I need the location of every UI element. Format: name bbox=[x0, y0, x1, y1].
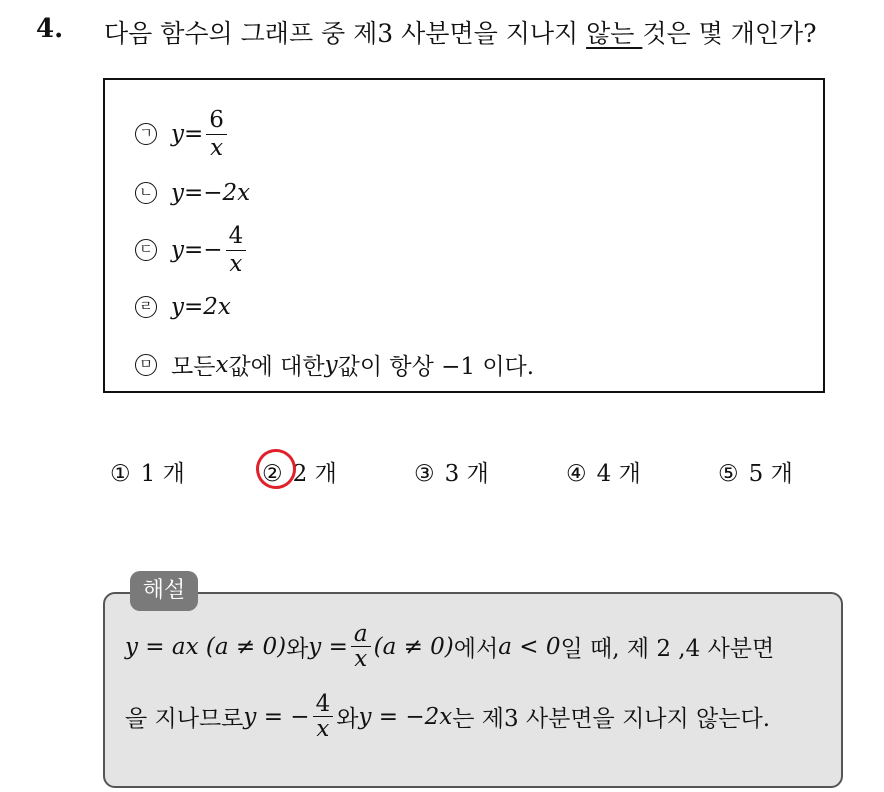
fraction-numerator: 6 bbox=[206, 106, 227, 135]
choice-text: 3 개 bbox=[444, 461, 489, 487]
solution-math: y = bbox=[308, 633, 348, 660]
fraction-denominator: x bbox=[229, 251, 243, 277]
solution-text: 을 지나므로 bbox=[125, 706, 244, 732]
choice-3[interactable] bbox=[414, 455, 489, 488]
condition-text: 값이 항상 −1 이다. bbox=[337, 354, 535, 380]
condition-eq: = bbox=[184, 180, 204, 206]
solution-math: a < 0 bbox=[498, 633, 561, 660]
choice-number: ③ bbox=[414, 461, 435, 487]
solution-math: y = −2x bbox=[358, 703, 453, 730]
condition-item-3 bbox=[135, 222, 249, 277]
condition-eq: = bbox=[184, 294, 204, 320]
condition-var: x bbox=[215, 351, 229, 378]
answer-choices bbox=[0, 455, 884, 489]
fraction bbox=[351, 622, 371, 671]
condition-eq: = bbox=[184, 120, 204, 147]
choice-4[interactable] bbox=[566, 455, 641, 488]
solution-text: 에서 bbox=[453, 636, 499, 662]
question-text bbox=[104, 14, 817, 50]
condition-var: y bbox=[324, 351, 338, 378]
solution-text: 일 때, 제 2 ,4 사분면 bbox=[560, 636, 775, 662]
choice-number: ② bbox=[262, 461, 283, 487]
choice-number: ④ bbox=[566, 461, 587, 487]
fraction bbox=[313, 692, 334, 741]
fraction-numerator: 4 bbox=[313, 692, 334, 717]
condition-eq: = bbox=[184, 236, 204, 263]
question-text-before: 다음 함수의 그래프 중 제3 사분면을 지나지 bbox=[104, 19, 587, 48]
solution-line-1 bbox=[125, 622, 774, 671]
condition-sign: − bbox=[203, 236, 223, 263]
fraction bbox=[226, 222, 247, 277]
condition-item-5 bbox=[135, 348, 534, 381]
fraction bbox=[206, 106, 227, 161]
condition-label: ㄷ bbox=[135, 239, 157, 261]
choice-text: 5 개 bbox=[748, 461, 793, 487]
question-text-underlined: 않는 bbox=[586, 19, 643, 48]
condition-item-4 bbox=[135, 294, 231, 320]
solution-math: (a ≠ 0) bbox=[373, 633, 454, 660]
fraction-denominator: x bbox=[210, 135, 224, 161]
condition-expr: 2x bbox=[203, 294, 231, 320]
condition-lhs: y bbox=[171, 180, 184, 206]
fraction-denominator: x bbox=[354, 646, 368, 672]
fraction-numerator: a bbox=[351, 622, 371, 647]
choice-text: 4 개 bbox=[596, 461, 641, 487]
fraction-numerator: 4 bbox=[226, 222, 247, 251]
choice-number: ⑤ bbox=[718, 461, 739, 487]
condition-item-1 bbox=[135, 106, 230, 161]
condition-lhs: y bbox=[171, 120, 184, 147]
condition-text: 모든 bbox=[171, 354, 216, 380]
condition-expr: −2x bbox=[203, 180, 251, 206]
solution-line-2 bbox=[125, 692, 770, 741]
condition-lhs: y bbox=[171, 294, 184, 320]
condition-text: 값에 대한 bbox=[228, 354, 325, 380]
choice-number: ① bbox=[110, 461, 131, 487]
solution-text: 와 bbox=[286, 636, 309, 662]
condition-label: ㅁ bbox=[135, 354, 157, 376]
solution-text: 는 제3 사분면을 지나지 않는다. bbox=[452, 706, 771, 732]
choice-text: 1 개 bbox=[140, 461, 185, 487]
choice-text: 2 개 bbox=[292, 461, 337, 487]
choice-5[interactable] bbox=[718, 455, 793, 488]
condition-lhs: y bbox=[171, 236, 184, 263]
conditions-box bbox=[103, 78, 825, 393]
choice-1[interactable] bbox=[110, 455, 185, 488]
solution-math: y = ax (a ≠ 0) bbox=[125, 633, 287, 660]
solution-box bbox=[103, 592, 843, 788]
fraction-denominator: x bbox=[316, 716, 330, 742]
solution-tag: 해설 bbox=[130, 571, 198, 611]
condition-label: ㄴ bbox=[135, 182, 157, 204]
condition-label: ㄱ bbox=[135, 123, 157, 145]
condition-item-2 bbox=[135, 180, 250, 206]
solution-text: 와 bbox=[336, 706, 359, 732]
question-text-after: 것은 몇 개인가? bbox=[642, 19, 817, 48]
condition-label: ㄹ bbox=[135, 296, 157, 318]
question-number: 4. bbox=[36, 14, 64, 44]
solution-math: y = − bbox=[243, 703, 310, 730]
